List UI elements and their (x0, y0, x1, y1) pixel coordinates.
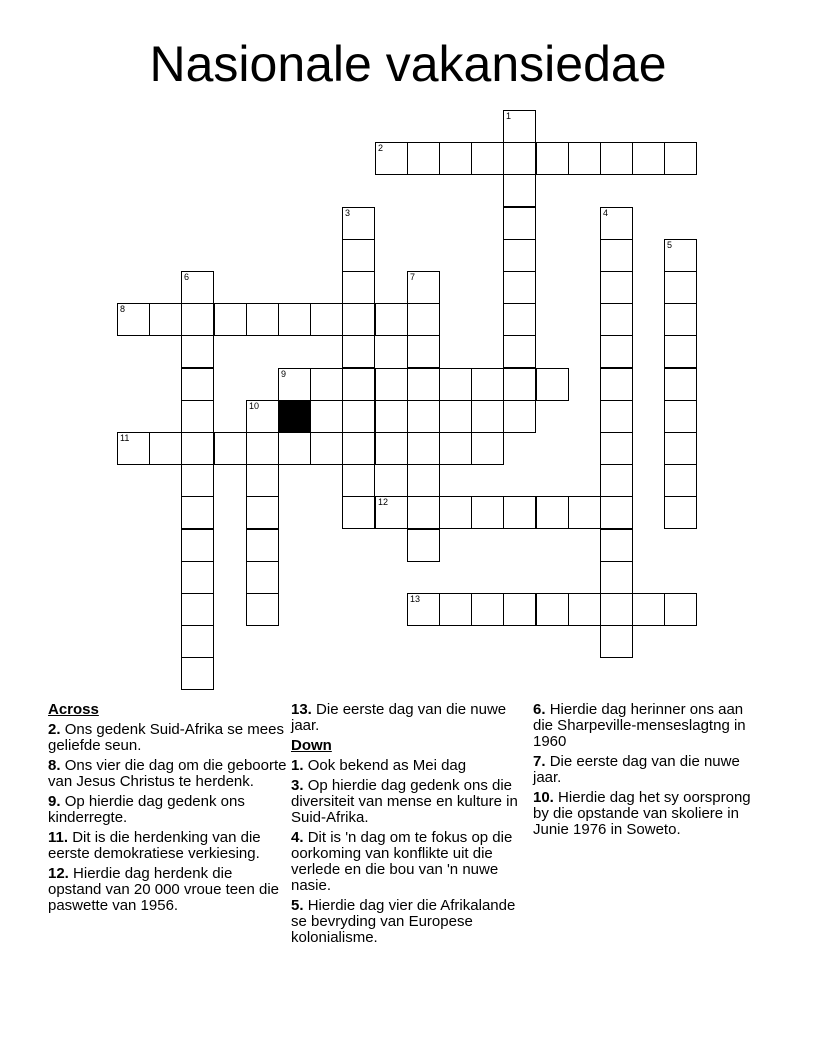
grid-cell[interactable] (664, 142, 697, 175)
clue-text: Hierdie dag het sy oorsprong by die opstande van skoliere in Junie 1976 in Soweto. (533, 789, 751, 838)
grid-cell[interactable] (246, 561, 279, 594)
clue-across-9 (48, 794, 288, 826)
cell-number: 13 (410, 594, 421, 604)
grid-cell[interactable] (439, 496, 472, 529)
grid-cell[interactable] (214, 432, 247, 465)
grid-cell[interactable] (503, 335, 536, 368)
grid-cell[interactable] (503, 303, 536, 336)
grid-cell[interactable] (342, 303, 375, 336)
clue-number: 12. (48, 865, 69, 882)
grid-cell[interactable] (503, 496, 536, 529)
clue-number: 10. (533, 789, 554, 806)
grid-cell[interactable] (181, 529, 214, 562)
grid-cell[interactable] (246, 303, 279, 336)
grid-cell[interactable] (600, 207, 633, 240)
grid-cell[interactable] (439, 400, 472, 433)
grid-cell[interactable] (375, 303, 408, 336)
grid-cell[interactable] (600, 303, 633, 336)
cell-number: 8 (120, 304, 126, 314)
grid-cell[interactable] (600, 593, 633, 626)
cell-number: 7 (410, 272, 416, 282)
grid-cell[interactable] (439, 368, 472, 401)
grid-cell[interactable] (600, 464, 633, 497)
grid-cell[interactable] (342, 464, 375, 497)
cell-number: 6 (184, 272, 190, 282)
grid-cell[interactable] (246, 432, 279, 465)
clue-text: Dit is die herdenking van die eerste demokratiese verkiesing. (48, 829, 261, 862)
grid-cell[interactable] (439, 593, 472, 626)
grid-cell[interactable] (310, 400, 343, 433)
grid-cell[interactable] (278, 303, 311, 336)
grid-cell[interactable] (181, 464, 214, 497)
clue-text: Ons vier die dag om die geboorte van Jesus Christus te herdenk. (48, 757, 287, 790)
clue-across-13 (291, 702, 527, 734)
grid-cell[interactable] (181, 496, 214, 529)
clue-across-8 (48, 758, 288, 790)
grid-cell[interactable] (310, 303, 343, 336)
grid-cell[interactable] (181, 303, 214, 336)
grid-cell[interactable] (246, 464, 279, 497)
down-heading: Down (291, 737, 332, 754)
grid-cell[interactable] (503, 239, 536, 272)
clue-text: Op hierdie dag gedenk ons die diversiteit van mense en kulture in Suid-Afrika. (291, 777, 518, 826)
clue-text: Ons gedenk Suid-Afrika se mees geliefde seun. (48, 721, 284, 754)
grid-cell[interactable] (664, 496, 697, 529)
clue-text: Hierdie dag herinner ons aan die Sharpeville-menseslagtng in 1960 (533, 701, 746, 750)
grid-cell[interactable] (600, 496, 633, 529)
grid-cell[interactable] (149, 432, 182, 465)
clue-down-10 (533, 790, 758, 838)
grid-cell[interactable] (181, 593, 214, 626)
clues-column-2 (291, 702, 527, 950)
clue-number: 1. (291, 757, 304, 774)
cell-number: 2 (378, 143, 384, 153)
grid-cell[interactable] (181, 271, 214, 304)
grid-cell[interactable] (471, 432, 504, 465)
grid-cell[interactable] (664, 368, 697, 401)
clue-text: Hierdie dag herdenk die opstand van 20 000 vroue teen die paswette van 1956. (48, 865, 280, 914)
grid-cell[interactable] (632, 142, 665, 175)
clue-number: 7. (533, 753, 546, 770)
grid-cell[interactable] (181, 368, 214, 401)
cell-number: 9 (281, 369, 287, 379)
clue-down-3 (291, 778, 527, 826)
grid-cell[interactable] (278, 432, 311, 465)
clue-text: Die eerste dag van die nuwe jaar. (291, 701, 507, 734)
grid-cell[interactable] (536, 368, 569, 401)
grid-cell[interactable] (600, 561, 633, 594)
grid-cell[interactable] (407, 496, 440, 529)
grid-cell[interactable] (503, 368, 536, 401)
clue-number: 8. (48, 757, 61, 774)
clue-text: Die eerste dag van die nuwe jaar. (533, 753, 740, 786)
grid-cell[interactable] (181, 561, 214, 594)
grid-cell[interactable] (342, 335, 375, 368)
grid-cell[interactable] (503, 174, 536, 207)
clue-text: Dit is 'n dag om te fokus op die oorkoming van konflikte uit die verlede en die bou van 'n nuwe nasie. (291, 829, 513, 894)
grid-cell[interactable] (471, 593, 504, 626)
grid-cell[interactable] (407, 400, 440, 433)
grid-cell[interactable] (503, 400, 536, 433)
grid-cell[interactable] (181, 657, 214, 690)
grid-cell[interactable] (503, 207, 536, 240)
black-cell (278, 400, 311, 433)
clue-number: 2. (48, 721, 61, 738)
grid-cell[interactable] (664, 464, 697, 497)
grid-cell[interactable] (310, 432, 343, 465)
grid-cell[interactable] (375, 368, 408, 401)
grid-cell[interactable] (407, 142, 440, 175)
clue-text: Hierdie dag vier die Afrikalande se bevryding van Europese kolonialisme. (291, 897, 516, 946)
grid-cell[interactable] (342, 207, 375, 240)
grid-cell[interactable] (536, 593, 569, 626)
clue-number: 11. (48, 829, 69, 846)
grid-cell[interactable] (439, 142, 472, 175)
grid-cell[interactable] (471, 400, 504, 433)
grid-cell[interactable] (310, 368, 343, 401)
grid-cell[interactable] (407, 464, 440, 497)
grid-cell[interactable] (664, 400, 697, 433)
page-title: Nasionale vakansiedae (149, 36, 667, 92)
grid-cell[interactable] (181, 432, 214, 465)
grid-cell[interactable] (407, 368, 440, 401)
clue-number: 3. (291, 777, 304, 794)
clue-down-6 (533, 702, 758, 750)
clue-number: 13. (291, 701, 312, 718)
grid-cell[interactable] (600, 142, 633, 175)
grid-cell[interactable] (471, 142, 504, 175)
grid-cell[interactable] (536, 142, 569, 175)
grid-cell[interactable] (117, 432, 150, 465)
clue-down-1 (291, 758, 527, 774)
clue-down-4 (291, 830, 527, 894)
grid-cell[interactable] (407, 271, 440, 304)
grid-cell[interactable] (600, 239, 633, 272)
clue-number: 4. (291, 829, 304, 846)
grid-cell[interactable] (664, 303, 697, 336)
grid-cell[interactable] (600, 368, 633, 401)
grid-cell[interactable] (471, 496, 504, 529)
clue-down-7 (533, 754, 758, 786)
clue-across-2 (48, 722, 288, 754)
grid-cell[interactable] (471, 368, 504, 401)
grid-cell[interactable] (503, 593, 536, 626)
grid-cell[interactable] (407, 529, 440, 562)
cell-number: 5 (667, 240, 673, 250)
grid-cell[interactable] (149, 303, 182, 336)
grid-cell[interactable] (600, 529, 633, 562)
grid-cell[interactable] (407, 593, 440, 626)
clue-text: Op hierdie dag gedenk ons kinderregte. (48, 793, 245, 826)
cell-number: 12 (378, 497, 389, 507)
grid-cell[interactable] (568, 496, 601, 529)
grid-cell[interactable] (503, 142, 536, 175)
grid-cell[interactable] (375, 496, 408, 529)
grid-cell[interactable] (214, 303, 247, 336)
grid-cell[interactable] (375, 400, 408, 433)
grid-cell[interactable] (664, 335, 697, 368)
grid-cell[interactable] (342, 496, 375, 529)
clue-text: Ook bekend as Mei dag (307, 757, 467, 774)
grid-cell[interactable] (600, 335, 633, 368)
clue-number: 5. (291, 897, 304, 914)
grid-cell[interactable] (664, 432, 697, 465)
grid-cell[interactable] (600, 400, 633, 433)
grid-cell[interactable] (600, 432, 633, 465)
grid-cell[interactable] (117, 303, 150, 336)
grid-cell[interactable] (600, 625, 633, 658)
grid-cell[interactable] (342, 400, 375, 433)
grid-cell[interactable] (407, 432, 440, 465)
grid-cell[interactable] (664, 239, 697, 272)
clues-column-1 (48, 702, 288, 918)
clue-across-12 (48, 866, 288, 914)
grid-cell[interactable] (181, 335, 214, 368)
across-heading: Across (48, 701, 99, 718)
cell-number: 4 (603, 208, 609, 218)
grid-cell[interactable] (375, 432, 408, 465)
grid-cell[interactable] (375, 142, 408, 175)
grid-cell[interactable] (536, 496, 569, 529)
grid-cell[interactable] (568, 142, 601, 175)
cell-number: 10 (249, 401, 260, 411)
clue-across-11 (48, 830, 288, 862)
grid-cell[interactable] (246, 496, 279, 529)
cell-number: 1 (506, 111, 512, 121)
clue-number: 6. (533, 701, 546, 718)
grid-cell[interactable] (568, 593, 601, 626)
cell-number: 11 (120, 433, 130, 443)
grid-cell[interactable] (407, 335, 440, 368)
grid-cell[interactable] (632, 593, 665, 626)
grid-cell[interactable] (342, 239, 375, 272)
grid-cell[interactable] (342, 432, 375, 465)
grid-cell[interactable] (246, 400, 279, 433)
grid-cell[interactable] (278, 368, 311, 401)
grid-cell[interactable] (246, 529, 279, 562)
grid-cell[interactable] (181, 625, 214, 658)
grid-cell[interactable] (407, 303, 440, 336)
grid-cell[interactable] (342, 368, 375, 401)
grid-cell[interactable] (181, 400, 214, 433)
clue-down-5 (291, 898, 527, 946)
clue-number: 9. (48, 793, 61, 810)
grid-cell[interactable] (664, 593, 697, 626)
grid-cell[interactable] (439, 432, 472, 465)
grid-cell[interactable] (664, 271, 697, 304)
grid-cell[interactable] (503, 110, 536, 143)
grid-cell[interactable] (342, 271, 375, 304)
grid-cell[interactable] (600, 271, 633, 304)
cell-number: 3 (345, 208, 351, 218)
grid-cell[interactable] (246, 593, 279, 626)
clues-column-3 (533, 702, 758, 842)
grid-cell[interactable] (503, 271, 536, 304)
